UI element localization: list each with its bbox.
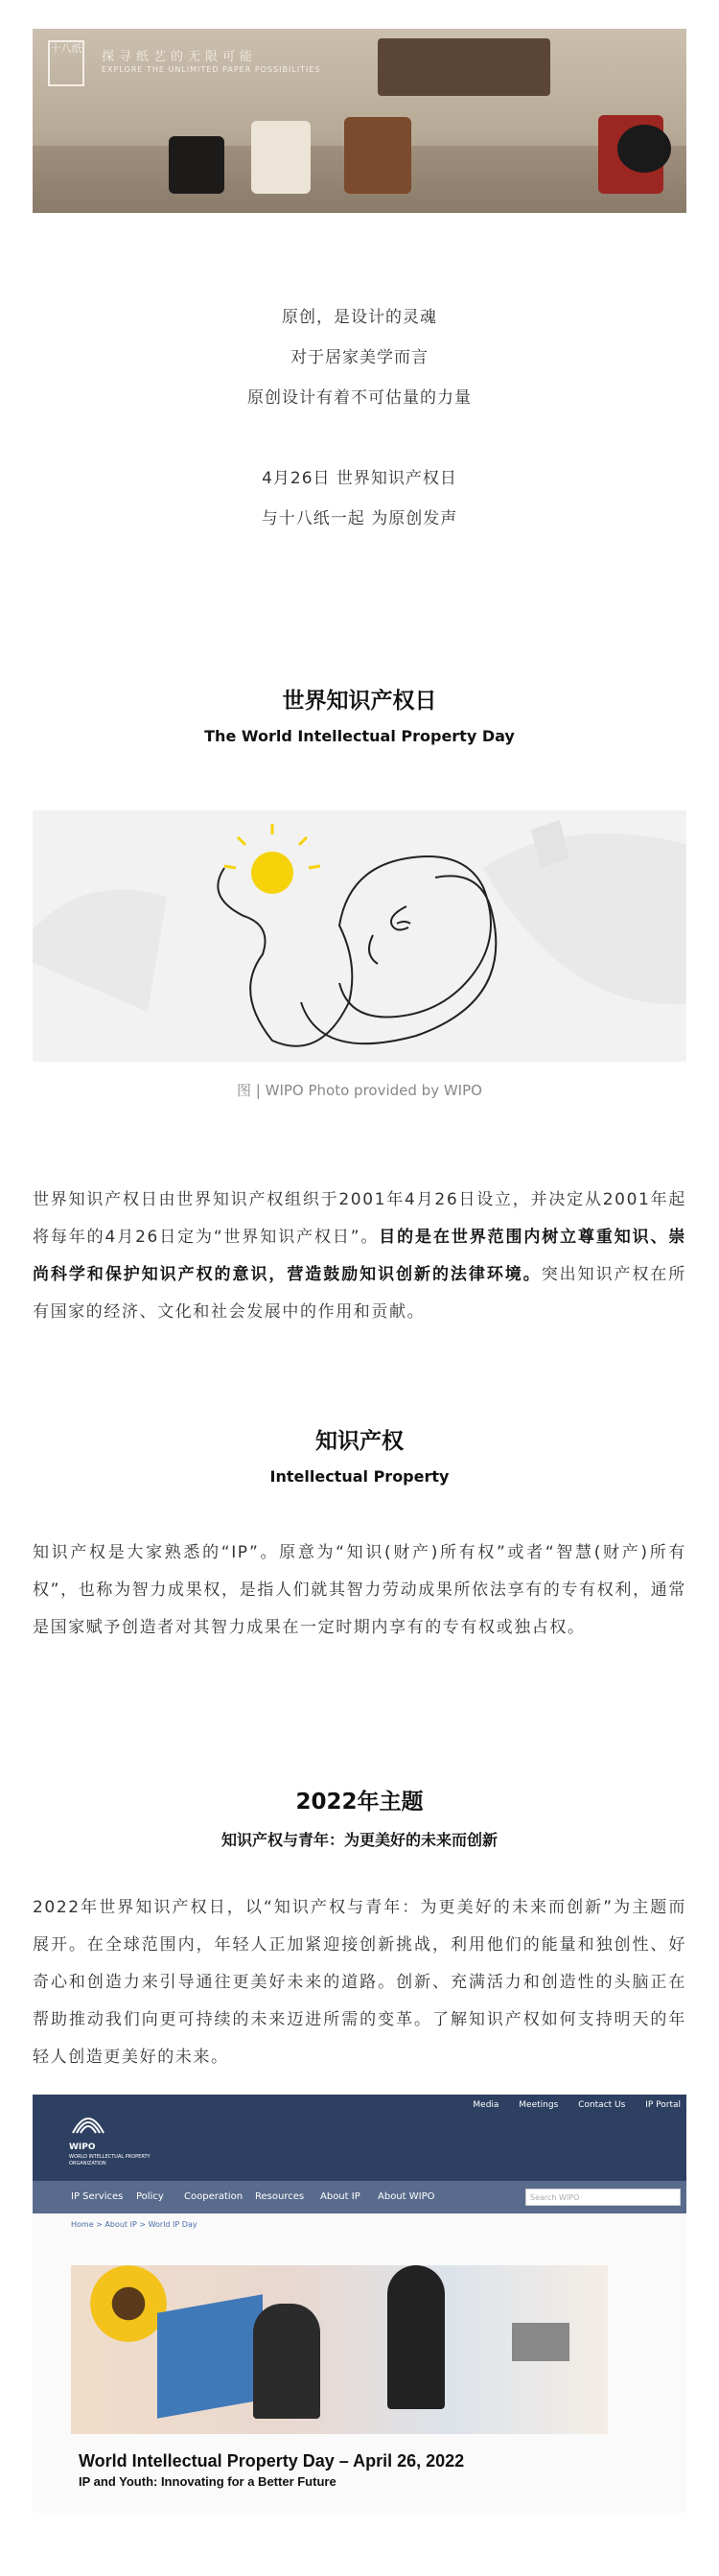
section2-subtitle: Intellectual Property (269, 1467, 450, 1486)
wipo-logo-sub: WORLD INTELLECTUAL PROPERTY ORGANIZATION (69, 2154, 151, 2166)
wipo-breadcrumb[interactable]: Home > About IP > World IP Day (71, 2220, 197, 2229)
section1-para-part1: 世界知识产权日由世界知识产权组织于2001年4月26日设立，并决定从2001年起将每年的4月26日定为“世界知识产权日”。 (33, 1190, 686, 1247)
top-link-ip-portal[interactable]: IP Portal (645, 2100, 681, 2110)
wipo-website-screenshot (33, 2095, 686, 2513)
line-art-face (33, 810, 686, 1062)
bulb-icon (251, 852, 293, 894)
nav-about-wipo[interactable]: About WIPO (378, 2191, 435, 2202)
house-shape (157, 2294, 263, 2418)
wipo-illustration (33, 810, 686, 1062)
section1-title: 世界知识产权日 (282, 689, 437, 714)
wipo-logo-text: WIPO (69, 2143, 96, 2152)
intro-line-3: 原创设计有着不可估量的力量 (247, 388, 472, 408)
section3-subtitle: 知识产权与青年：为更美好的未来而创新 (220, 1831, 498, 1849)
nav-about-ip[interactable]: About IP (320, 2191, 360, 2202)
nav-cooperation[interactable]: Cooperation (184, 2191, 244, 2202)
world-ip-day-banner (71, 2265, 608, 2434)
top-link-meetings[interactable]: Meetings (519, 2100, 559, 2110)
hero-slogan: 探寻纸艺的无限可能 (102, 50, 258, 64)
wipo-top-links (455, 2100, 681, 2110)
section2-paragraph: 知识产权是大家熟悉的“IP”。原意为“知识(财产)所有权”或者“智慧(财产)所有权”，也称为智力成果权，是指人们就其智力劳动成果所依法享有的专有权利，通常是国家赋予创造者对其智力成果在一定时期内享有的专有权或独占权。 (33, 1543, 686, 1637)
hero-banner (33, 29, 686, 213)
intro-date-line-2: 与十八纸一起 为原创发声 (261, 509, 458, 528)
wipo-banner-title: World Intellectual Property Day – April 26, 2022 (79, 2451, 465, 2471)
illustration-caption: 图 | WIPO Photo provided by WIPO (237, 1082, 482, 1099)
intro-line-2: 对于居家美学而言 (290, 348, 429, 367)
person-seated (253, 2304, 320, 2419)
intro-date-line-1: 4月26日 世界知识产权日 (262, 469, 457, 488)
wipo-header (33, 2095, 686, 2181)
sunflower-icon (90, 2265, 167, 2342)
hero-slogan-en: EXPLORE THE UNLIMITED PAPER POSSIBILITIES (102, 65, 321, 74)
laptop-shape (512, 2323, 569, 2361)
wipo-search-input[interactable]: Search WIPO (525, 2189, 681, 2206)
stool-black (169, 136, 224, 194)
wipo-banner-subtitle: IP and Youth: Innovating for a Better Future (79, 2474, 336, 2489)
nav-ip-services[interactable]: IP Services (71, 2191, 124, 2202)
top-link-contact[interactable]: Contact Us (578, 2100, 626, 2110)
hero-table (378, 38, 550, 96)
nav-policy[interactable]: Policy (136, 2191, 164, 2202)
wipo-logo-icon (69, 2104, 107, 2143)
top-link-media[interactable]: Media (473, 2100, 499, 2110)
nav-resources[interactable]: Resources (255, 2191, 305, 2202)
hero-logo: 十八纸 (48, 40, 84, 86)
section1-para-bold: 目的是在世界范围内树立尊重知识、崇尚科学和保护知识产权的意识，营造鼓励知识创新的法律环境。 (33, 1228, 686, 1284)
section1-para-part2: 突出知识产权在所有国家的经济、文化和社会发展中的作用和贡献。 (33, 1265, 686, 1322)
section2-title: 知识产权 (315, 1429, 404, 1454)
stool-brown (344, 117, 411, 194)
intro-line-1: 原创，是设计的灵魂 (282, 308, 437, 327)
stool-white (251, 121, 311, 194)
section1-subtitle: The World Intellectual Property Day (204, 727, 515, 745)
section3-paragraph: 2022年世界知识产权日，以“知识产权与青年：为更美好的未来而创新”为主题而展开。在全球范围内，年轻人正加紧迎接创新挑战，利用他们的能量和独创性、好奇心和创造力来引导通往更美好未来的道路。创新、充满活力和创造性的头脑正在帮助推动我们向更可持续的未来迈进所需的变革。了解知识产权如何支持明天的年轻人创造更美好的未来。 (33, 1898, 686, 2067)
section1-paragraph (33, 1182, 686, 1373)
hero-hat (617, 125, 671, 173)
section3-title: 2022年主题 (295, 1790, 424, 1815)
person-glasses (387, 2265, 445, 2409)
